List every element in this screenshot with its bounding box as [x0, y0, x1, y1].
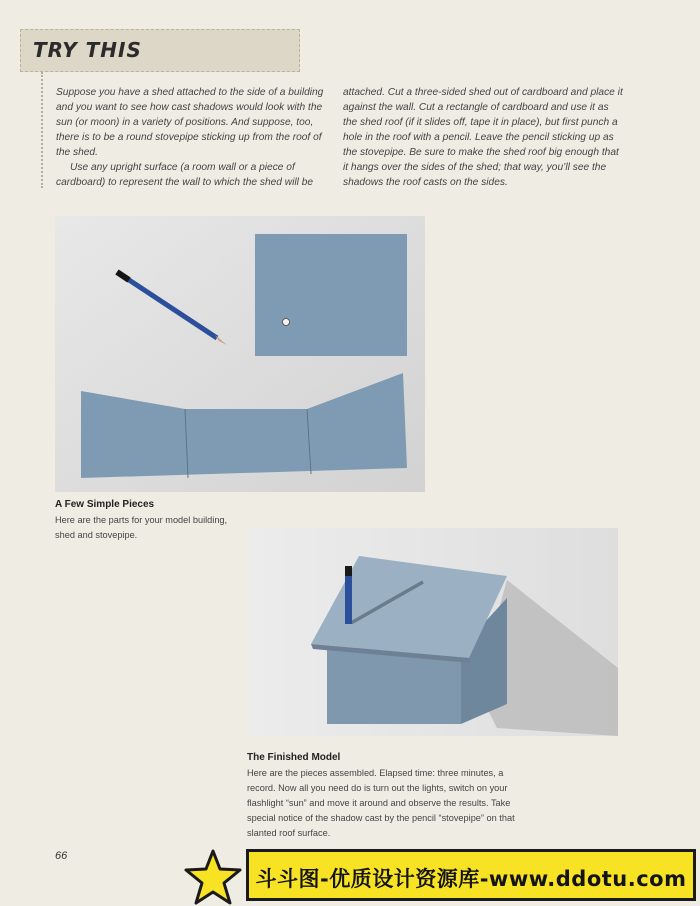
watermark-banner [246, 849, 696, 901]
intro-column-2 [343, 85, 623, 190]
dotted-rule [41, 72, 43, 188]
section-title: TRY THIS [33, 38, 142, 62]
figure1-caption-title: A Few Simple Pieces [55, 499, 155, 510]
figure1-caption-text: Here are the parts for your model building, shed and stovepipe. [55, 515, 228, 540]
figure2-caption-text: Here are the pieces assembled. Elapsed time: three minutes, a record. Now all you need do is turn out the lights, switch on your flashlight “sun” and move it around and observe the results. Take special notice of the shadow cast by the pencil “stovepipe” on that slanted roof surface. [247, 768, 515, 838]
roof-piece [255, 234, 407, 356]
star-icon [183, 848, 243, 906]
intro-paragraph-3: attached. Cut a three-sided shed out of cardboard and place it against the wall. Cut a rectangle of cardboard and use it as the shed roof (if it slides off, tape it in place), but first punch a hole in the roof with a pencil. Leave the pencil sticking up as the stovepipe. Be sure to make the shed roof big enough that it hangs over the sides of the shed; that way, you’ll see the shadows the roof casts on the sides. [343, 87, 623, 188]
try-this-header [20, 29, 300, 72]
watermark-text: 斗斗图-优质设计资源库-www.ddotu.com [255, 867, 687, 891]
stovepipe-pencil [345, 570, 352, 624]
intro-paragraph-1: Suppose you have a shed attached to the side of a building and you want to see how cast shadows would look with the sun (or moon) in a variety of positions. And suppose, too, there is to be a round stovepipe sticking up from the roof of the shed. [56, 87, 324, 158]
intro-paragraph-2: Use any upright surface (a room wall or a piece of cardboard) to represent the wall to which the shed will be [56, 162, 314, 188]
photo-simple-pieces [55, 216, 425, 492]
photo-finished-model [247, 528, 618, 736]
page-number: 66 [55, 850, 68, 862]
figure2-caption-title: The Finished Model [247, 752, 341, 763]
intro-column-1 [56, 85, 331, 190]
pencil-hole [283, 319, 290, 326]
